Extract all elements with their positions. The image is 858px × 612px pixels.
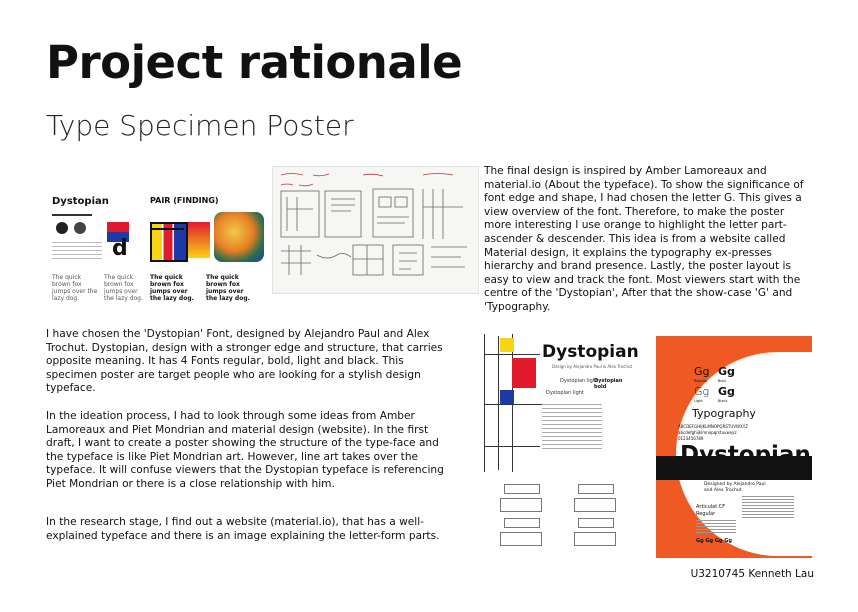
poster-article-label: Articulat CF [696,504,726,510]
sample-text: The quick brown fox jumps over the lazy dog. [104,274,143,302]
poster-bottom-gg: Gg Gg Gg Gg [696,538,732,544]
research-board-title: Dystopian [52,196,109,207]
reference-image [188,222,210,258]
face-illustration [214,212,264,262]
poster-gg-light: Gg [694,385,710,398]
poster-designer-line1: Designed by Alejandro Paul [704,482,766,487]
poster-gg-regular: Gg [694,365,710,378]
grid-line [484,404,544,405]
layout-box [578,484,614,494]
grid-line [498,336,499,470]
layout-box [500,498,542,512]
red-block [512,358,536,388]
grid-line [484,354,540,355]
sketch-image [272,166,479,294]
draft-sample-light: Dystopian light [560,378,598,384]
draft-sample-regular: Dystopian light [546,390,584,396]
page-title: Project rationale [46,36,463,89]
draft-sample-bold: Dystopian bold [594,378,623,390]
poster-designer-line2: and Alex Trochut [704,488,742,493]
sample-text: The quick brown fox jumps over the lazy dog. [150,274,194,302]
layout-box [578,518,614,528]
sample-text: The quick brown fox jumps over the lazy dog. [206,274,250,302]
layout-box [574,498,616,512]
divider [152,228,184,230]
layout-box [504,518,540,528]
blue-block [500,390,514,404]
poster-weight-light: Light [694,399,703,403]
layout-box [504,484,540,494]
research-board-pair-label: PAIR (FINDING) [150,196,219,205]
poster-alphabet-upper: ABCDEFGHIJKLMNOPQRSTUVWXYZ [678,424,748,429]
paragraph-ideation: In the ideation process, I had to look through some ideas from Amber Lamoreaux and Piet Mondrian and material design (website). In the first draft, I want to create a poster showing the structure of the type-face and the typeface is like Piet Mondrian art. However, line art takes over the typeface. It will confuse viewers that the Dystopian typeface is referencing Piet Mondrian or there is a close relationship with him. [46,410,444,490]
divider [52,214,92,216]
poster-weight-bold: Bold [718,379,726,383]
final-poster-image [656,336,812,558]
paragraph-final-design: The final design is inspired by Amber Lamoreaux and material.io (About the typeface). To show the significance of font edge and shape, I had chosen the letter G. This gives a view overview of the font. Therefore, to make the poster more interesting I use orange to highlight the letter part- ascender & descender. This idea is from a website called Material design, it explains the typography ex-presses hierarchy and brand presence. Lastly, the poster layout is easy to view and track the font. Most viewers start with the centre of the 'Dystopian', After that the show-case 'G' and 'Typography. [484,165,804,313]
paragraph-research: In the research stage, I find out a website (material.io), that has a well-explained typeface and there is an image explaining the letter-form parts. [46,516,440,542]
sketch-drawing [273,167,478,293]
mondrian-draft-image [484,334,639,472]
poster-body-text [696,520,736,534]
yellow-block [500,338,514,352]
poster-weight-black: Black [718,399,728,403]
avatar [74,222,86,234]
page-subtitle: Type Specimen Poster [46,109,354,142]
swatch [107,222,129,232]
grid-line [484,446,540,447]
layout-box [574,532,616,546]
poster-body-text [742,496,794,520]
draft-byline: Design by Alejandro Paul & Alex Trochut [552,364,633,369]
author-credit: U3210745 Kenneth Lau [690,568,814,580]
poster-weight-regular: Regular [694,379,708,383]
research-board-image [52,192,270,304]
draft-title: Dystopian [542,342,639,362]
glyph-sample: d [112,236,128,261]
draft-body-text [542,404,602,450]
avatar [56,222,68,234]
layout-box [500,532,542,546]
poster-gg-black: Gg [718,385,735,398]
paragraph-font-choice: I have chosen the 'Dystopian' Font, designed by Alejandro Paul and Alex Trochut. Dystopian, design with a stronger edge and structure, that carries opposite meaning. It has 4 Fonts regular, bold, light and black. This specimen poster are target people who are looking for a stylish design typeface. [46,328,443,395]
poster-typography-word: Typography [692,407,756,420]
layout-sketch-image [496,484,626,554]
poster-gg-bold: Gg [718,365,735,378]
poster-article-weight: Regular [696,511,716,517]
poster-alphabet-lower: abcdefghijklmnopqrstuvwxyz [678,430,737,435]
sample-text: The quick brown fox jumps over the lazy dog. [52,274,98,302]
poster-digits: 0123456789 [678,436,704,441]
text-block [52,242,102,262]
poster-title: Dystopian [680,442,811,468]
